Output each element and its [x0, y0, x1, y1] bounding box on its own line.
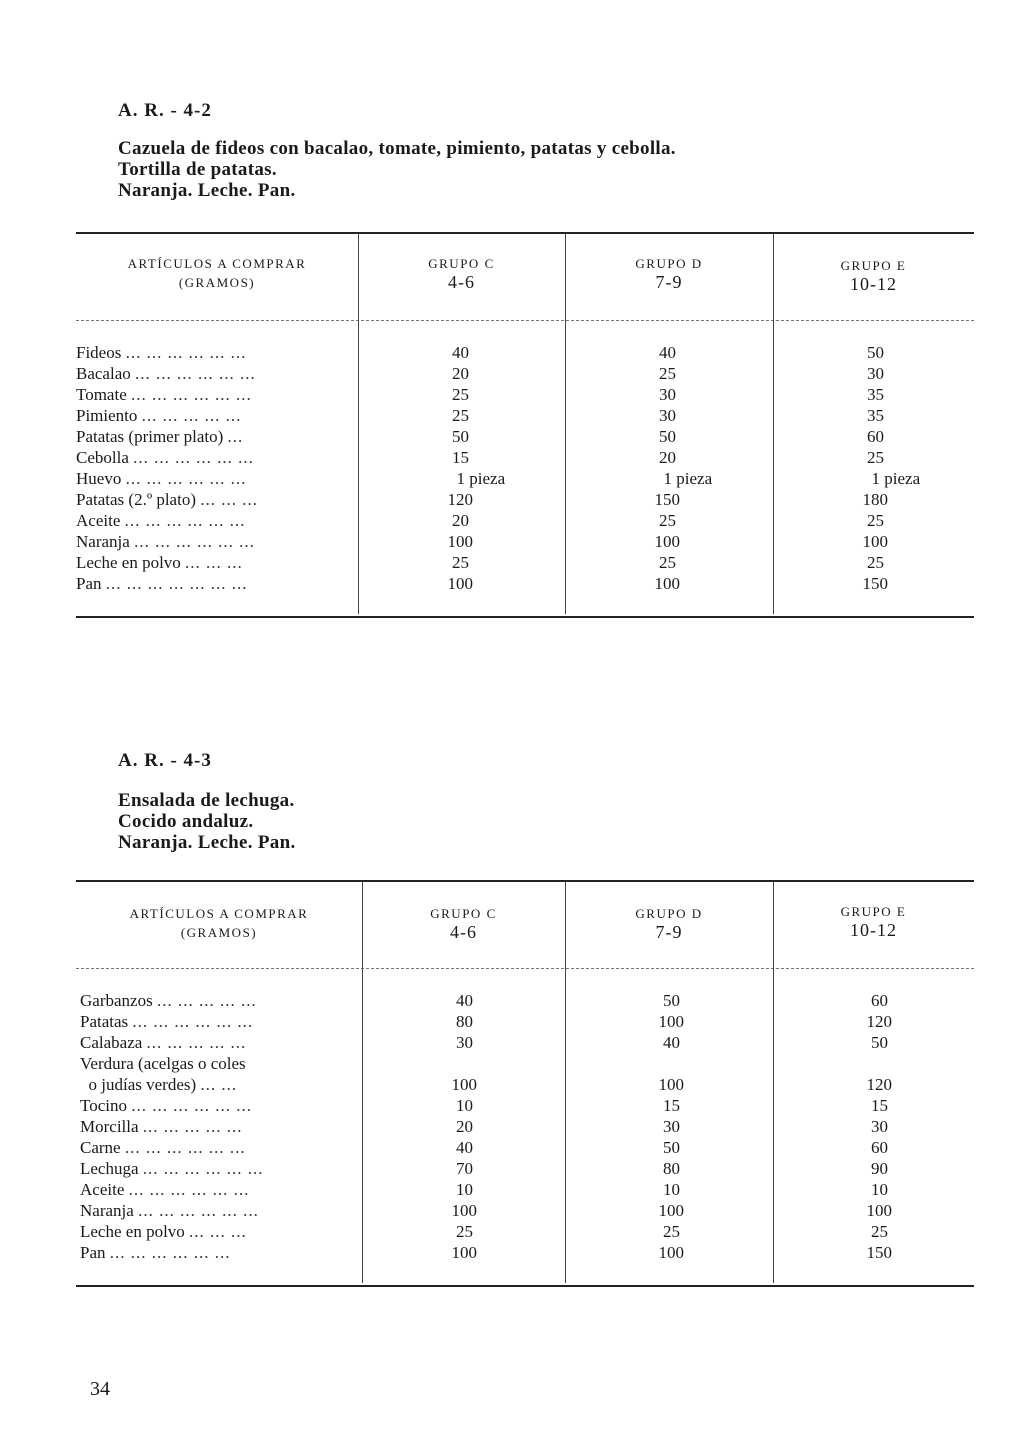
- item-label: [76, 384, 356, 405]
- item-name: Pimiento: [76, 406, 138, 425]
- table-row: [76, 510, 974, 531]
- table-top-rule: [76, 880, 974, 882]
- item-label: [80, 1032, 360, 1053]
- menu-line: Cocido andaluz.: [118, 811, 254, 832]
- group-value: 100: [451, 1075, 477, 1094]
- group-value: 100: [658, 1201, 684, 1220]
- group-value: 10: [456, 1180, 473, 1199]
- group-name: GRUPO E: [840, 904, 907, 919]
- group-name: GRUPO C: [428, 256, 495, 271]
- group-c-header: [362, 904, 565, 942]
- group-value: 25: [867, 448, 884, 467]
- group-value: 25: [452, 385, 469, 404]
- items-header-line: ARTÍCULOS A COMPRAR: [129, 906, 309, 921]
- items-header-unit: (GRAMOS): [180, 925, 258, 940]
- item-label: [80, 1242, 360, 1263]
- item-name: Garbanzos: [80, 991, 153, 1010]
- group-value: 25: [867, 553, 884, 572]
- table-bottom-rule: [76, 1285, 974, 1287]
- group-value: 40: [663, 1033, 680, 1052]
- table-row: [76, 447, 974, 468]
- group-d-header: [565, 904, 773, 942]
- leader-dots: ... ... ... ... ... ...: [133, 448, 254, 467]
- group-value: 30: [871, 1117, 888, 1136]
- table-row: [80, 1137, 974, 1158]
- group-value: 25: [871, 1222, 888, 1241]
- table-row: [76, 573, 974, 594]
- item-label: [80, 1137, 360, 1158]
- group-ages: 10-12: [850, 274, 897, 294]
- group-value: 15: [663, 1096, 680, 1115]
- leader-dots: ... ... ... ... ... ...: [124, 511, 246, 530]
- group-name: GRUPO C: [430, 906, 497, 921]
- group-value: 1 pieza: [663, 469, 713, 488]
- leader-dots: ... ...: [200, 1075, 238, 1094]
- table-header-rule: [76, 968, 974, 969]
- leader-dots: ... ... ... ... ... ...: [135, 364, 256, 383]
- menu-description: [118, 790, 296, 853]
- group-value: 30: [659, 406, 676, 425]
- group-value: 150: [862, 574, 888, 593]
- group-value: 25: [867, 511, 884, 530]
- group-value: 25: [659, 553, 676, 572]
- items-header: [76, 254, 358, 292]
- group-value: 1 pieza: [456, 469, 506, 488]
- item-name: Verdura (acelgas o coles: [80, 1054, 246, 1073]
- menu-line: Naranja. Leche. Pan.: [118, 180, 296, 201]
- shopping-table: [76, 232, 974, 620]
- group-value: 50: [663, 991, 680, 1010]
- item-name: o judías verdes): [80, 1075, 197, 1094]
- item-label: [76, 363, 356, 384]
- leader-dots: ... ... ... ... ... ...: [134, 532, 255, 551]
- leader-dots: ... ... ... ... ... ...: [124, 1138, 246, 1157]
- item-name: Naranja: [76, 532, 130, 551]
- item-name: Carne: [80, 1138, 121, 1157]
- group-value: 35: [867, 385, 884, 404]
- group-value: 50: [452, 427, 469, 446]
- group-value: 25: [659, 364, 676, 383]
- group-d-header: [565, 254, 773, 292]
- group-value: 20: [452, 364, 469, 383]
- item-label: [80, 1200, 360, 1221]
- group-e-header: [773, 256, 974, 294]
- table-row: [76, 531, 974, 552]
- leader-dots: ... ... ... ... ...: [156, 991, 257, 1010]
- group-ages: 7-9: [655, 922, 683, 942]
- leader-dots: ... ... ...: [200, 490, 258, 509]
- menu-description: [118, 138, 676, 201]
- shopping-table: [76, 880, 974, 1290]
- group-value: 100: [862, 532, 888, 551]
- menu-line: Ensalada de lechuga.: [118, 790, 295, 811]
- group-value: 100: [658, 1012, 684, 1031]
- group-value: 180: [862, 490, 888, 509]
- group-c-header: [358, 254, 565, 292]
- group-value: 30: [659, 385, 676, 404]
- item-label: [80, 1011, 360, 1032]
- group-value: 10: [663, 1180, 680, 1199]
- item-label: [80, 1179, 360, 1200]
- table-row: [80, 1179, 974, 1200]
- group-value: 80: [456, 1012, 473, 1031]
- leader-dots: ... ... ... ... ...: [141, 406, 242, 425]
- group-ages: 7-9: [655, 272, 683, 292]
- item-name: Pan: [80, 1243, 106, 1262]
- item-name: Leche en polvo: [80, 1222, 185, 1241]
- leader-dots: ... ... ... ... ... ...: [138, 1201, 259, 1220]
- leader-dots: ... ... ... ... ... ...: [109, 1243, 231, 1262]
- table-top-rule: [76, 232, 974, 234]
- group-value: 30: [867, 364, 884, 383]
- group-value: 35: [867, 406, 884, 425]
- group-value: 25: [452, 406, 469, 425]
- group-name: GRUPO E: [840, 258, 907, 273]
- menu-line: Naranja. Leche. Pan.: [118, 832, 296, 853]
- leader-dots: ... ... ... ... ... ...: [125, 469, 247, 488]
- item-name: Cebolla: [76, 448, 129, 467]
- items-header-unit: (GRAMOS): [178, 275, 256, 290]
- item-name: Patatas (primer plato): [76, 427, 224, 446]
- table-row: [76, 489, 974, 510]
- item-label: [76, 531, 356, 552]
- item-label: [76, 552, 356, 573]
- group-value: 100: [447, 574, 473, 593]
- table-row: [80, 990, 974, 1011]
- group-value: 1 pieza: [871, 469, 921, 488]
- group-value: 90: [871, 1159, 888, 1178]
- item-name: Tocino: [80, 1096, 127, 1115]
- table-row: [76, 384, 974, 405]
- group-value: 100: [447, 532, 473, 551]
- table-header-rule: [76, 320, 974, 321]
- leader-dots: ... ... ... ... ... ...: [132, 1012, 254, 1031]
- item-label: [76, 510, 356, 531]
- group-value: 40: [456, 1138, 473, 1157]
- group-value: 100: [451, 1201, 477, 1220]
- group-value: 50: [867, 343, 884, 362]
- group-value: 100: [654, 574, 680, 593]
- item-name: Tomate: [76, 385, 127, 404]
- group-ages: 10-12: [850, 920, 897, 940]
- group-value: 60: [871, 991, 888, 1010]
- table-row: [80, 1053, 974, 1074]
- group-value: 20: [456, 1117, 473, 1136]
- items-header-line: ARTÍCULOS A COMPRAR: [127, 256, 307, 271]
- item-name: Aceite: [80, 1180, 125, 1199]
- table-row: [76, 552, 974, 573]
- group-value: 25: [456, 1222, 473, 1241]
- item-label: [76, 342, 356, 363]
- group-value: 100: [866, 1201, 892, 1220]
- item-label: [76, 468, 356, 489]
- section-title: A. R. - 4-3: [118, 750, 212, 771]
- table-row: [80, 1095, 974, 1116]
- group-name: GRUPO D: [635, 906, 703, 921]
- group-value: 50: [659, 427, 676, 446]
- group-name: GRUPO D: [635, 256, 703, 271]
- item-label: [76, 426, 356, 447]
- group-value: 20: [452, 511, 469, 530]
- table-row: [80, 1074, 974, 1095]
- group-e-header: [773, 902, 974, 940]
- item-name: Bacalao: [76, 364, 131, 383]
- group-ages: 4-6: [448, 272, 475, 292]
- group-value: 25: [452, 553, 469, 572]
- group-value: 80: [663, 1159, 680, 1178]
- leader-dots: ... ... ...: [185, 553, 243, 572]
- item-label: [80, 1074, 360, 1095]
- item-label: [80, 1158, 360, 1179]
- item-name: Calabaza: [80, 1033, 143, 1052]
- item-label: [76, 405, 356, 426]
- group-value: 50: [871, 1033, 888, 1052]
- item-name: Fideos: [76, 343, 122, 362]
- item-label: [80, 1095, 360, 1116]
- table-row: [76, 363, 974, 384]
- page-number: 34: [90, 1378, 110, 1400]
- leader-dots: ... ... ... ... ... ...: [125, 343, 247, 362]
- group-value: 40: [452, 343, 469, 362]
- leader-dots: ... ... ... ... ...: [146, 1033, 247, 1052]
- item-label: [80, 1116, 360, 1137]
- leader-dots: ...: [227, 427, 244, 446]
- item-label: [76, 447, 356, 468]
- item-name: Naranja: [80, 1201, 134, 1220]
- leader-dots: ... ... ... ... ... ...: [130, 385, 252, 404]
- group-value: 15: [452, 448, 469, 467]
- group-value: 150: [866, 1243, 892, 1262]
- table-row: [76, 405, 974, 426]
- group-value: 40: [456, 991, 473, 1010]
- leader-dots: ... ... ... ... ...: [142, 1117, 243, 1136]
- group-value: 100: [451, 1243, 477, 1262]
- group-value: 100: [658, 1243, 684, 1262]
- items-header: [76, 904, 362, 942]
- group-value: 60: [871, 1138, 888, 1157]
- group-value: 100: [658, 1075, 684, 1094]
- group-value: 120: [866, 1075, 892, 1094]
- table-row: [80, 1032, 974, 1053]
- item-label: [76, 573, 356, 594]
- table-row: [80, 1221, 974, 1242]
- group-value: 10: [871, 1180, 888, 1199]
- item-label: [80, 1221, 360, 1242]
- group-value: 30: [456, 1033, 473, 1052]
- group-value: 60: [867, 427, 884, 446]
- group-value: 120: [866, 1012, 892, 1031]
- leader-dots: ... ... ... ... ... ...: [142, 1159, 264, 1178]
- item-name: Leche en polvo: [76, 553, 181, 572]
- table-row: [76, 342, 974, 363]
- table-row: [76, 426, 974, 447]
- group-value: 10: [456, 1096, 473, 1115]
- group-value: 15: [871, 1096, 888, 1115]
- section-title: A. R. - 4-2: [118, 100, 212, 121]
- group-value: 20: [659, 448, 676, 467]
- item-name: Huevo: [76, 469, 122, 488]
- item-label: [76, 489, 356, 510]
- item-label: [80, 990, 360, 1011]
- group-value: 40: [659, 343, 676, 362]
- table-bottom-rule: [76, 616, 974, 618]
- item-label: [80, 1053, 360, 1074]
- group-value: 30: [663, 1117, 680, 1136]
- group-value: 25: [663, 1222, 680, 1241]
- leader-dots: ... ... ... ... ... ...: [128, 1180, 250, 1199]
- table-row: [80, 1116, 974, 1137]
- item-name: Aceite: [76, 511, 121, 530]
- menu-line: Tortilla de patatas.: [118, 159, 277, 180]
- leader-dots: ... ... ...: [189, 1222, 247, 1241]
- group-value: 70: [456, 1159, 473, 1178]
- group-value: 50: [663, 1138, 680, 1157]
- group-ages: 4-6: [450, 922, 477, 942]
- group-value: 150: [654, 490, 680, 509]
- menu-line: Cazuela de fideos con bacalao, tomate, pimiento, patatas y cebolla.: [118, 138, 676, 159]
- leader-dots: ... ... ... ... ... ...: [131, 1096, 252, 1115]
- item-name: Patatas (2.º plato): [76, 490, 196, 509]
- item-name: Patatas: [80, 1012, 129, 1031]
- item-name: Morcilla: [80, 1117, 139, 1136]
- item-name: Lechuga: [80, 1159, 139, 1178]
- group-value: 120: [447, 490, 473, 509]
- item-name: Pan: [76, 574, 102, 593]
- table-row: [80, 1242, 974, 1263]
- group-value: 100: [654, 532, 680, 551]
- table-row: [80, 1011, 974, 1032]
- table-row: [80, 1200, 974, 1221]
- group-value: 25: [659, 511, 676, 530]
- table-row: [80, 1158, 974, 1179]
- table-row: [76, 468, 974, 489]
- leader-dots: ... ... ... ... ... ... ...: [105, 574, 248, 593]
